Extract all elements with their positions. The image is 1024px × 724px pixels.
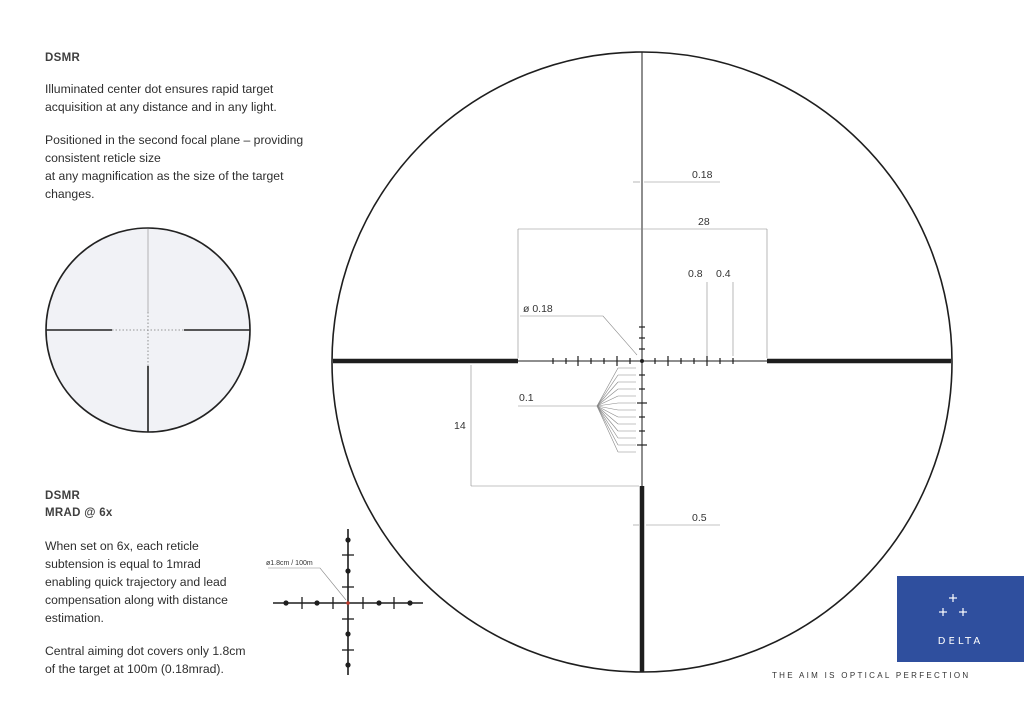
dim-label-drop: 14 (454, 420, 466, 432)
section2-paragraph1: When set on 6x, each reticle subtension is equal to 1mrad enabling quick trajectory and lead compensation along with distance estimation. (45, 539, 228, 625)
section2-paragraph2: Central aiming dot covers only 1.8cm of the target at 100m (0.18mrad). (45, 644, 246, 676)
brand-name: DELTA (937, 636, 984, 647)
dimension-lines (471, 182, 767, 525)
mrad-dot-label: ø1.8cm / 100m (266, 560, 313, 567)
dim-label-tick: 0.1 (519, 392, 534, 404)
delta-logo (897, 576, 1024, 662)
brand-slogan: THE AIM IS OPTICAL PERFECTION (772, 671, 971, 680)
dim-label-sub-a: 0.8 (688, 268, 703, 280)
preview-reticle (46, 228, 250, 432)
section1-paragraph1: Illuminated center dot ensures rapid target acquisition at any distance and in any light. (45, 82, 277, 114)
main-reticle (332, 52, 952, 672)
dim-label-post-width: 0.18 (692, 169, 713, 181)
crosshair-icon (897, 576, 1024, 662)
mrad-reticle (268, 529, 423, 675)
dim-label-sub-b: 0.4 (716, 268, 731, 280)
dim-label-span: 28 (698, 216, 710, 228)
section2-title: DSMR MRAD @ 6x (45, 490, 113, 519)
mrad-center-dot (346, 601, 350, 605)
dim-label-thick-post: 0.5 (692, 512, 707, 524)
dim-label-dot: ø 0.18 (523, 303, 553, 315)
section1-paragraph2: Positioned in the second focal plane – providing consistent reticle size at any magnification as the size of the target changes. (45, 133, 304, 201)
section1-title: DSMR (45, 52, 81, 64)
center-dot (640, 359, 644, 363)
